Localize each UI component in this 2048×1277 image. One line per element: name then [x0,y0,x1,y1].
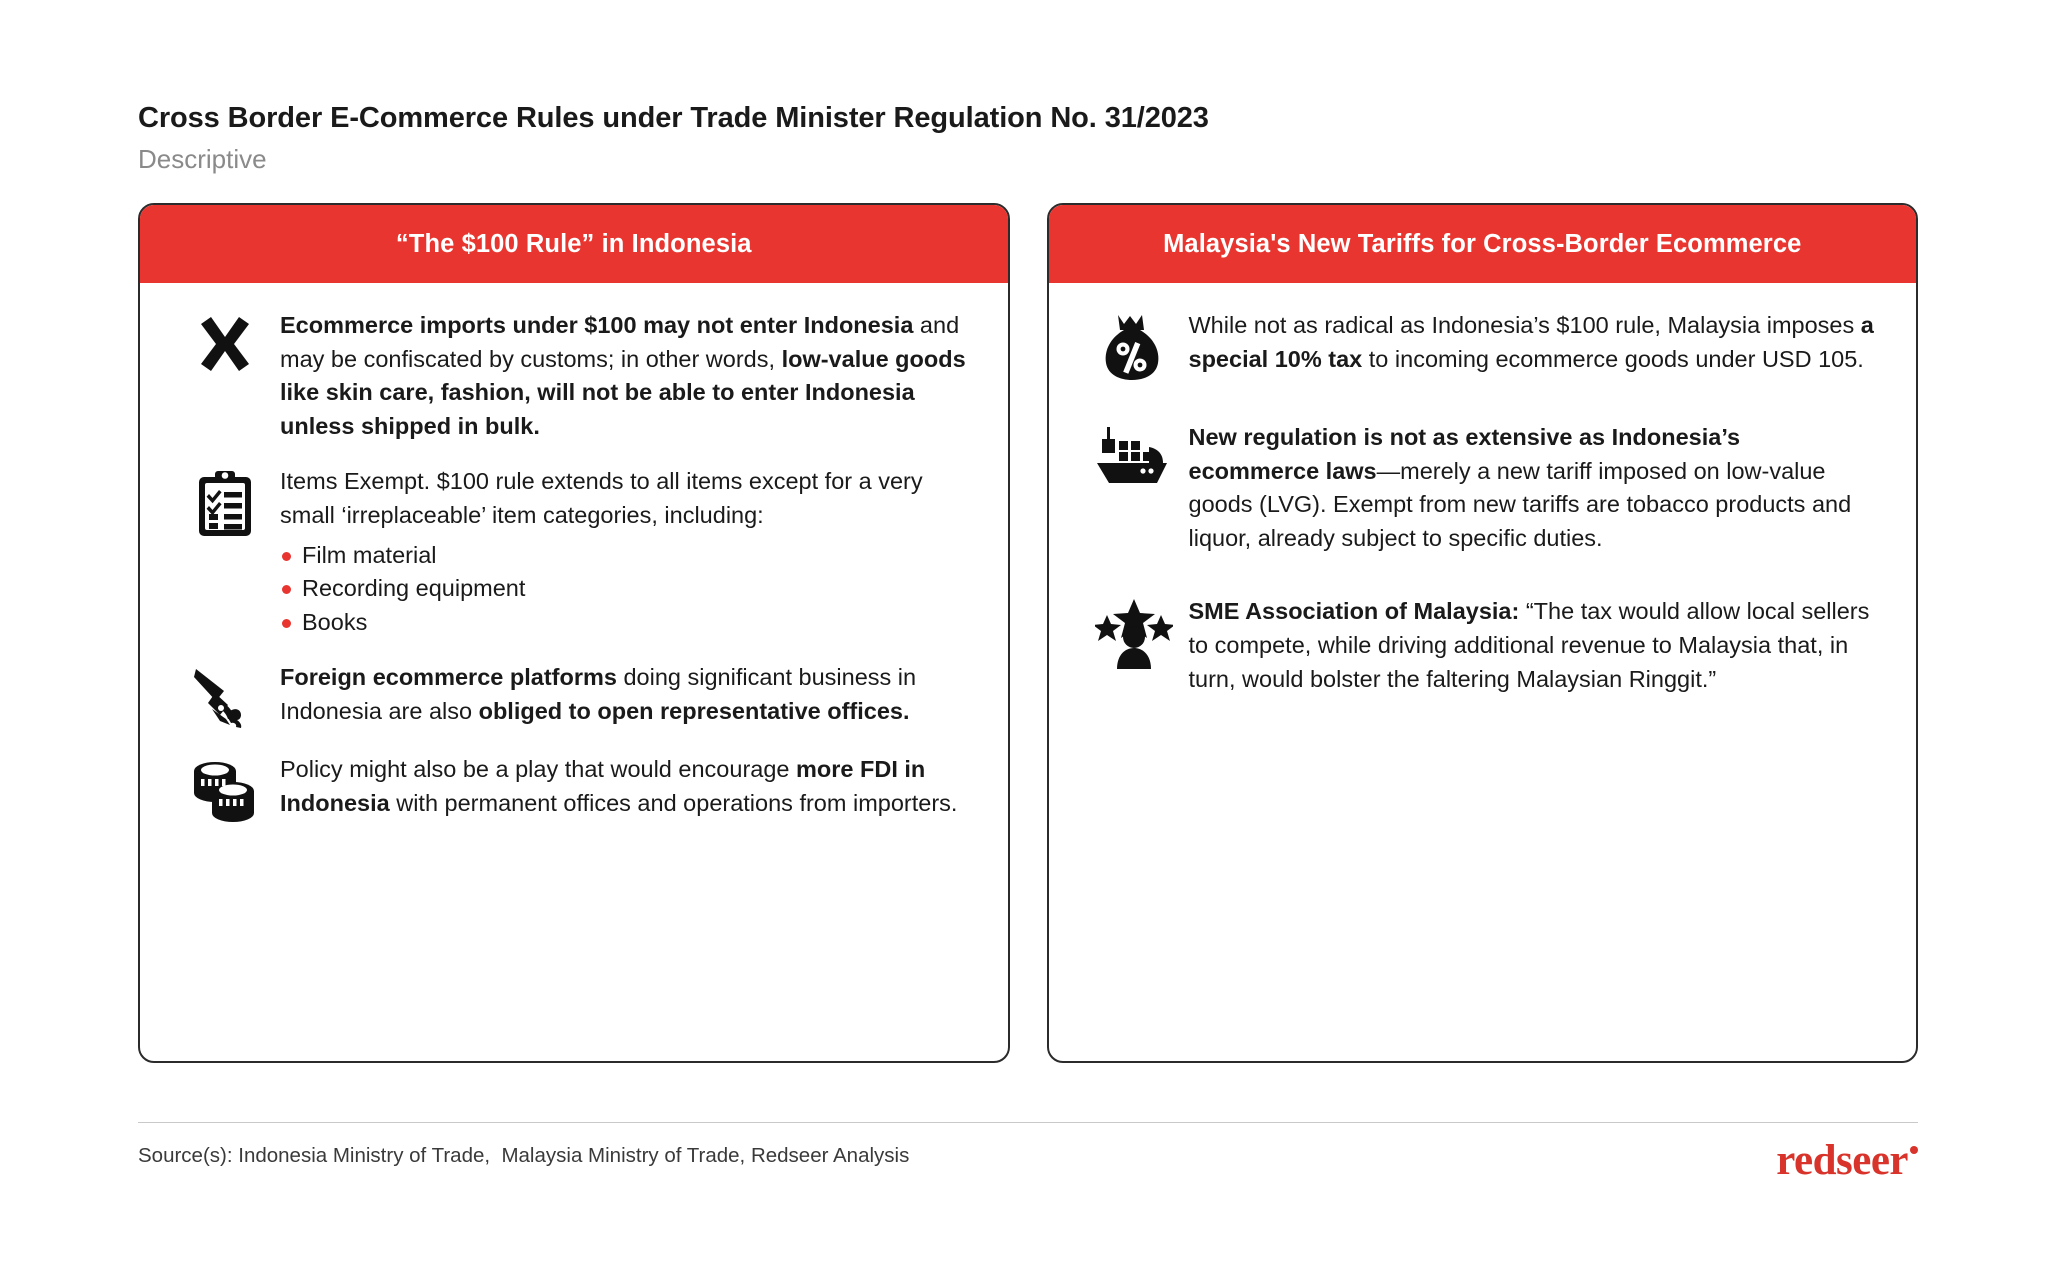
exempt-items-list [280,539,968,640]
content-block-text [1189,309,1877,376]
text-segment: New regulation is not as extensive as Indonesia’s ecommerce laws—merely a new tariff imposed on low-value goods (LVG). Exempt from new tariffs are tobacco products and liquor, already subject to specific duties. [1188,424,1852,551]
text-segment: While not as radical as Indonesia’s $100 rule, Malaysia imposes a special 10% tax to incoming ecommerce goods under USD 105. [1188,312,1874,372]
malaysia-card [1047,203,1919,1063]
content-block-text [280,753,968,820]
cross-x-icon [170,309,280,375]
page-title: Cross Border E-Commerce Rules under Trade Minister Regulation No. 31/2023 [138,102,1209,134]
cargo-ship-icon [1079,421,1189,487]
content-block [170,465,968,639]
content-block-text [1189,421,1877,555]
indonesia-card [138,203,1010,1063]
list-item: Film material [280,539,968,573]
logo-text: redseer [1776,1137,1908,1184]
content-block [1079,309,1877,381]
content-block-text [280,309,968,443]
slide-header [138,100,1938,176]
source-text: Source(s): Indonesia Ministry of Trade, Malaysia Ministry of Trade, Redseer Analysis [138,1144,910,1167]
malaysia-card-header [1049,205,1917,283]
content-block-text [280,465,968,639]
text-segment: Foreign ecommerce platforms doing significant business in Indonesia are also obliged to open representative offices. [280,664,917,724]
content-block [1079,595,1877,696]
list-item: Recording equipment [280,572,968,606]
indonesia-card-body [140,283,1008,1061]
cards-container [138,203,1918,1063]
text-segment: SME Association of Malaysia: “The tax would allow local sellers to compete, while driving additional revenue to Malaysia that, in turn, would bolster the faltering Malaysian Ringgit.” [1188,598,1870,692]
text-segment: Ecommerce imports under $100 may not enter Indonesia and may be confiscated by customs; in other words, low-value goods like skin care, fashion, will not be able to enter Indonesia unless shipped in bulk. [280,312,966,439]
person-three-stars-icon [1079,595,1189,669]
content-block [1079,421,1877,555]
indonesia-card-header [140,205,1008,283]
malaysia-card-body [1049,283,1917,1061]
text-segment: Policy might also be a play that would encourage more FDI in Indonesia with permanent offices and operations from importers. [280,756,958,816]
content-block [170,309,968,443]
footer-divider [138,1122,1918,1123]
logo-dot [1910,1146,1918,1154]
content-block [170,753,968,823]
text-segment: Items Exempt. $100 rule extends to all items except for a very small ‘irreplaceable’ item categories, including: [280,468,923,528]
redseer-logo [1776,1136,1918,1185]
list-item: Books [280,606,968,640]
fountain-pen-nib-icon [170,661,280,731]
content-block [170,661,968,731]
stacked-coins-icon [170,753,280,823]
clipboard-checklist-icon [170,465,280,539]
indonesia-card-title: “The $100 Rule” in Indonesia [395,229,752,258]
page-subtitle: Descriptive [138,144,267,175]
money-bag-percent-icon [1079,309,1189,381]
content-block-text [1189,595,1877,696]
malaysia-card-title: Malaysia's New Tariffs for Cross-Border Ecommerce [1163,229,1802,258]
content-block-text [280,661,968,728]
